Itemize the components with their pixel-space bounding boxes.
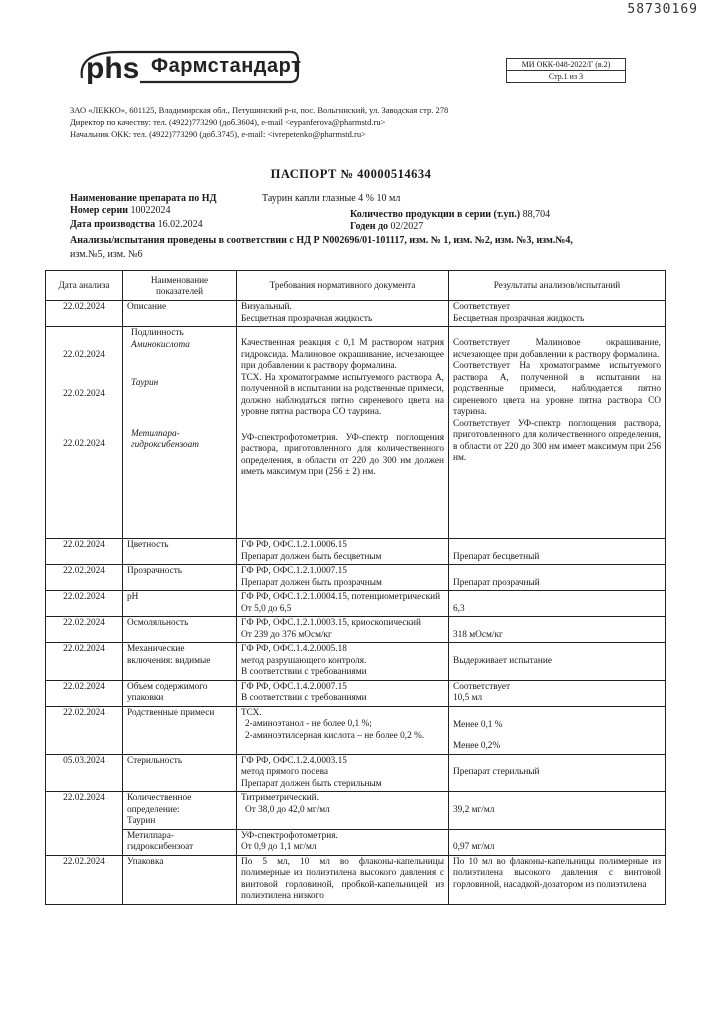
cell-date: 22.02.2024 (46, 301, 123, 327)
cell-date: 22.02.2024 (46, 792, 123, 856)
cell-result: 318 мОсм/кг (449, 617, 666, 643)
cell-indicator: Стерильность (123, 754, 237, 792)
head-contact: Начальник ОКК: тел. (4922)773290 (доб.3745), e-mail: <ivrepetenko@pharmstd.ru> (70, 129, 366, 139)
table-row (46, 792, 666, 830)
cell-indicator: Родственные примеси (123, 706, 237, 754)
handwritten-number: 58730169 (627, 2, 698, 17)
cell-requirement: ГФ РФ, ОФС.1.4.2.0005.18 метод разрушающего контроля. В соответствии с требованиями (237, 643, 449, 681)
cell-date: 22.02.2024 (46, 680, 123, 706)
cell-requirement: ГФ РФ, ОФС.1.4.2.0007.15 В соответствии с требованиями (237, 680, 449, 706)
cell-date: 05.03.2024 (46, 754, 123, 792)
cell-date: 22.02.2024 (46, 643, 123, 681)
cell-result: По 10 мл во флаконы-капельницы полимерные из полиэтилена высокого давления с винтовой горловиной, насадкой-дозатором из полиэтилена (449, 855, 666, 904)
cell-requirement: Визуальный. Бесцветная прозрачная жидкость (237, 301, 449, 327)
valid-until-row: Годен до 02/2027 (350, 221, 424, 232)
cell-requirement: ГФ РФ, ОФС.1.2.4.0003.15 метод прямого посева Препарат должен быть стерильным (237, 754, 449, 792)
cell-requirement: ГФ РФ, ОФС.1.2.1.0004.15, потенциометрический От 5,0 до 6,5 (237, 591, 449, 617)
cell-requirement: ТСХ. 2-аминоэтанол - не более 0,1 %; 2-аминоэтилсерная кислота – не более 0,2 %. (237, 706, 449, 754)
table-row (46, 754, 666, 792)
cell-result: 0,97 мг/мл (449, 829, 666, 855)
cell-requirement: ГФ РФ, ОФС.1.2.1.0006.15 Препарат должен быть бесцветным (237, 539, 449, 565)
logo-phs-text: phs (86, 52, 140, 85)
cell-result: 39,2 мг/мл (449, 792, 666, 830)
cell-indicator: Описание (123, 301, 237, 327)
cell-requirement: УФ-спектрофотометрия. От 0,9 до 1,1 мг/мл (237, 829, 449, 855)
cell-result: Препарат стерильный (449, 754, 666, 792)
drug-name-value: Таурин капли глазные 4 % 10 мл (262, 193, 401, 204)
table-row (46, 539, 666, 565)
cell-indicator: Объем содержимого упаковки (123, 680, 237, 706)
production-date-row: Дата производства 16.02.2024 (70, 219, 203, 230)
drug-name-label: Наименование препарата по НД (70, 193, 217, 204)
document-code: МИ ОКК-048-2022/Г (в.2) (521, 60, 611, 69)
cell-result: Препарат бесцветный (449, 539, 666, 565)
director-contact: Директор по качеству: тел. (4922)773290 (доб.3604), e-mail <eypanferova@pharmstd.ru> (70, 117, 386, 127)
cell-indicator: Упаковка (123, 855, 237, 904)
analysis-basis-line2: изм.№5, изм. №6 (70, 249, 143, 260)
table-row (46, 301, 666, 327)
cell-result: 6,3 (449, 591, 666, 617)
table-row (46, 680, 666, 706)
cell-date: 22.02.2024 22.02.2024 22.02.2024 (46, 327, 123, 539)
cell-indicator: Цветность (123, 539, 237, 565)
cell-result: Соответствует Бесцветная прозрачная жидкость (449, 301, 666, 327)
cell-date: 22.02.2024 (46, 591, 123, 617)
cell-date: 22.02.2024 (46, 565, 123, 591)
cell-result: Препарат прозрачный (449, 565, 666, 591)
cell-requirement: ГФ РФ, ОФС.1.2.1.0003.15, криоскопический От 239 до 376 мОсм/кг (237, 617, 449, 643)
cell-requirement: Качественная реакция с 0,1 М раствором натрия гидроксида. Малиновое окрашивание, исчезающее при добавлении к раствору формалина. ТСХ. На хроматограмме испытуемого раствора А, полученной в испытании на родственные примеси, должно наблюдаться пятно сиреневого цвета на уровне пятна раствора СО таурина. УФ-спектрофотометрия. УФ-спектр поглощения раствора, приготовленного для количественного определения, в области от 220 до 300 нм должен иметь максимум при (256 ± 2) нм. (237, 327, 449, 539)
cell-result: Выдерживает испытание (449, 643, 666, 681)
table-row (46, 327, 666, 539)
header-results: Результаты анализов/испытаний (449, 271, 666, 301)
cell-indicator: Прозрачность (123, 565, 237, 591)
quantity-row: Количество продукции в серии (т.уп.) 88,704 (350, 209, 551, 220)
company-address: ЗАО «ЛЕККО», 601125, Владимирская обл., Петушинский р-н, пос. Вольгинский, ул. Заводская стр. 278 (70, 105, 449, 115)
table-row (46, 706, 666, 754)
cell-date: 22.02.2024 (46, 855, 123, 904)
cell-requirement: Титриметрический. От 38,0 до 42,0 мг/мл (237, 792, 449, 830)
table-row (46, 591, 666, 617)
table-row (46, 617, 666, 643)
brand-name: Фармстандарт (151, 55, 302, 77)
page-counter: Стр.1 из 3 (507, 70, 625, 82)
table-row (46, 643, 666, 681)
table-header-row (46, 271, 666, 301)
series-row: Номер серии 10022024 (70, 205, 171, 216)
header-indicator: Наименование показателей (123, 271, 237, 301)
analysis-basis-line1: Анализы/испытания проведены в соответствии с НД Р N002696/01-101117, изм. № 1, изм. №2, изм. №3, изм.№4, (70, 235, 573, 246)
cell-result: Соответствует Малиновое окрашивание, исчезающее при добавлении к раствору формалина. Соответствует На хроматограмме испытуемого раствора А, полученной в испытании на родственные примеси, наблюдается пятно сиреневого цвета на уровне пятна раствора СО таурина. Соответствует УФ-спектр поглощения раствора, приготовленного для количественного определения, в области от 220 до 300 нм имеет максимум при 256 нм. (449, 327, 666, 539)
table-row (46, 855, 666, 904)
cell-result: Соответствует 10,5 мл (449, 680, 666, 706)
table-row (46, 565, 666, 591)
cell-date: 22.02.2024 (46, 706, 123, 754)
cell-indicator: pH (123, 591, 237, 617)
cell-result: Менее 0,1 % Менее 0,2% (449, 706, 666, 754)
cell-indicator: Количественное определение: Таурин (123, 792, 237, 830)
header-requirements: Требования нормативного документа (237, 271, 449, 301)
cell-indicator: Механические включения: видимые (123, 643, 237, 681)
table-row (46, 829, 666, 855)
cell-indicator: Подлинность Аминокислота Таурин Метилпара-гидроксибензоат (123, 327, 237, 539)
results-table (45, 270, 666, 905)
cell-indicator: Метилпара-гидроксибензоат (123, 829, 237, 855)
cell-requirement: ГФ РФ, ОФС.1.2.1.0007.15 Препарат должен быть прозрачным (237, 565, 449, 591)
passport-title: ПАСПОРТ № 40000514634 (270, 167, 432, 181)
cell-indicator: Осмоляльность (123, 617, 237, 643)
cell-requirement: По 5 мл, 10 мл во флаконы-капельницы полимерные из полиэтилена высокого давления с винтовой горловиной, пробкой-капельницей из полиэтилена низкого (237, 855, 449, 904)
header-date: Дата анализа (46, 271, 123, 301)
cell-date: 22.02.2024 (46, 617, 123, 643)
cell-date: 22.02.2024 (46, 539, 123, 565)
document-code-box (506, 58, 626, 83)
